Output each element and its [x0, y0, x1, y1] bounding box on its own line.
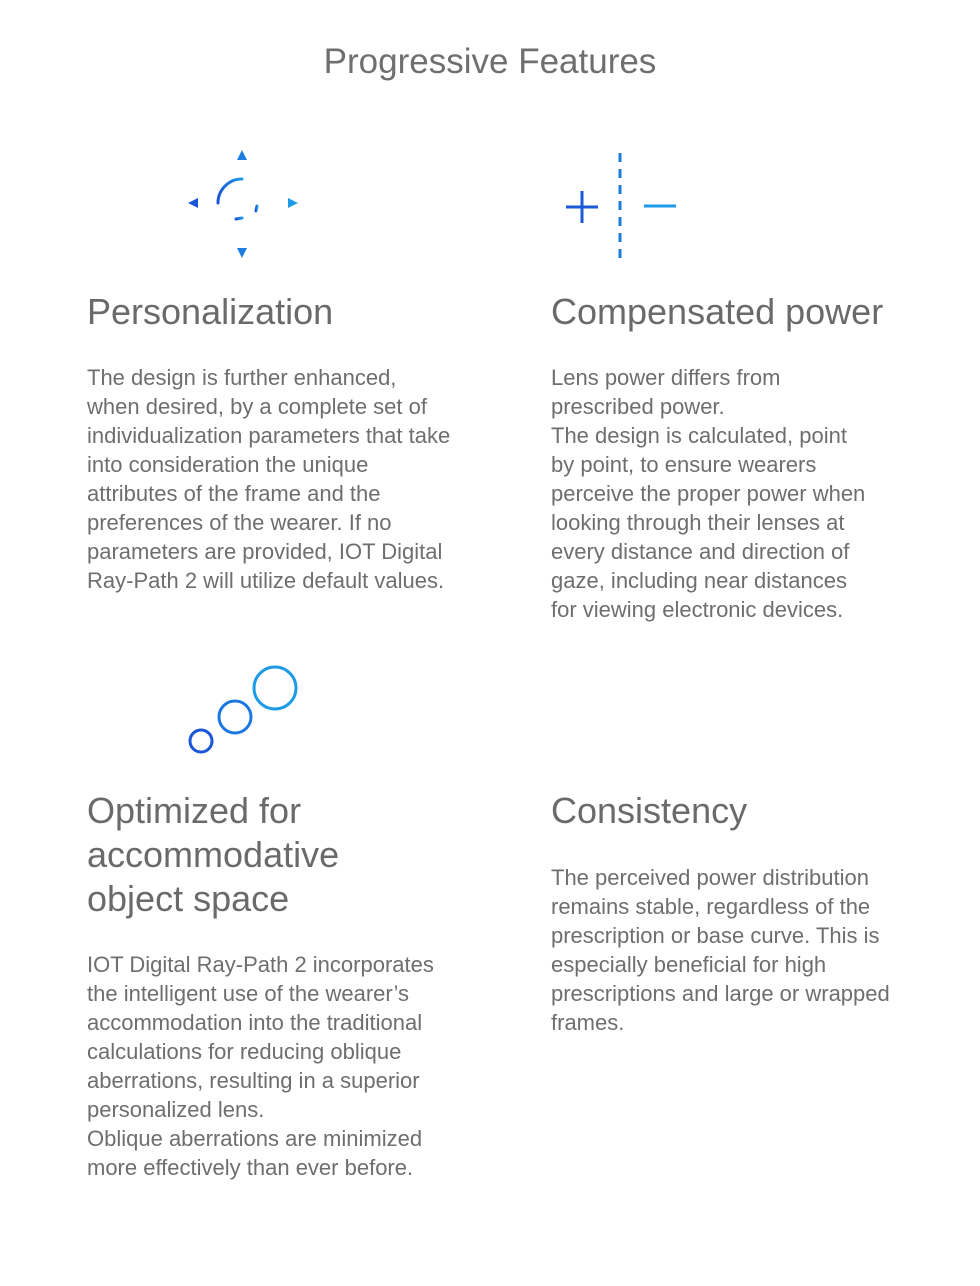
feature-description: The design is further enhanced, when desired, by a complete set of individualization parameters that take into consideration the unique attributes of the frame and the preferences of the wearer. If no parameters are provided, IOT Digital Ray-Path 2 will utilize default values.: [87, 365, 451, 593]
feature-title: Personalization: [87, 291, 334, 332]
parallel-lines-icon: [564, 690, 662, 730]
feature-description: The perceived power distribution remains stable, regardless of the prescription or base curve. This is especially beneficial for high prescriptions and large or wrapped frames.: [551, 865, 890, 1035]
growing-circles-icon: [184, 662, 300, 758]
feature-title: Optimized for accommodative object space: [87, 790, 340, 919]
page-title: Progressive Features: [323, 42, 657, 81]
feature-description: IOT Digital Ray-Path 2 incorporates the intelligent use of the wearer’s accommodation into the traditional calculations for reducing oblique aberrations, resulting in a superior personalized lens. Oblique aberrations are minimized more effectively than ever before.: [87, 952, 434, 1180]
feature-title: Consistency: [551, 790, 748, 831]
axis-angle-icon: [186, 148, 300, 260]
feature-title: Compensated power: [551, 291, 884, 332]
plus-minus-icon: [562, 150, 682, 262]
feature-description: Lens power differs from prescribed power. The design is calculated, point by point, to ensure wearers perceive the proper power when looking through their lenses at every distance and direction of gaze, including near distances for viewing electronic devices.: [551, 365, 866, 622]
